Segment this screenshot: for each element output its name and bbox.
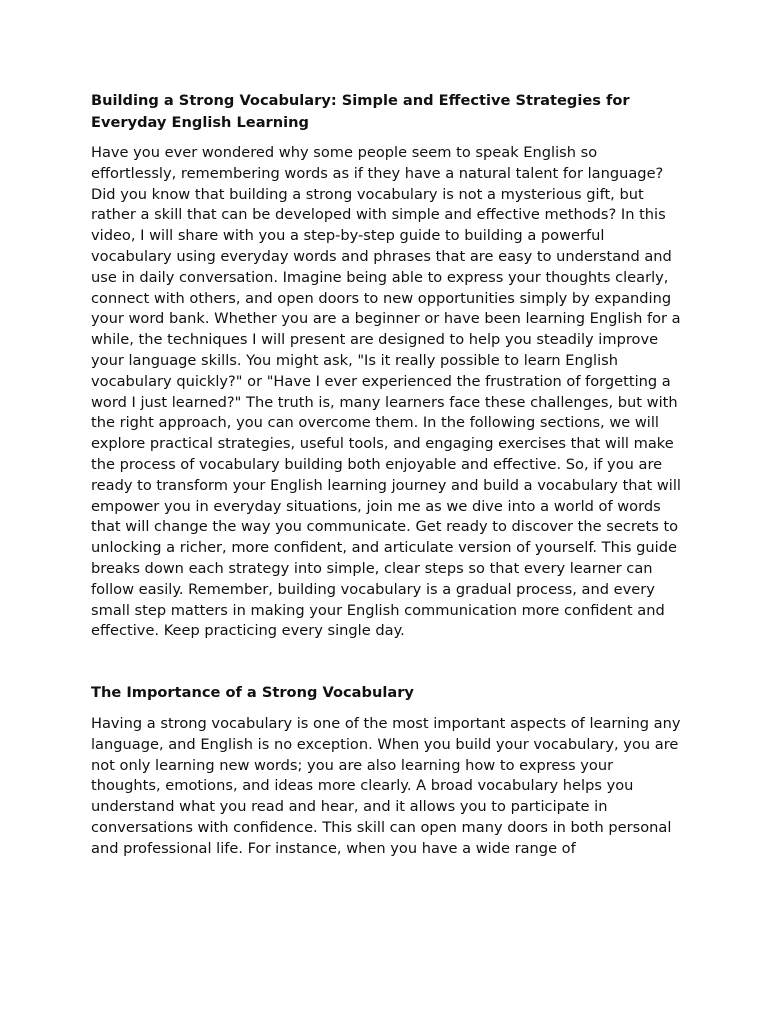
section-heading: The Importance of a Strong Vocabulary: [91, 684, 414, 702]
document-content: [91, 90, 683, 860]
section-paragraph: Having a strong vocabulary is one of the most important aspects of learning any language, and English is no exception. When you build your vocabulary, you are not only learning new words; you are also learning how to express your thoughts, emotions, and ideas more clearly. A broad vocabulary helps you understand what you read and hear, and it allows you to participate in conversations with confidence. This skill can open many doors in both personal and professional life. For instance, when you have a wide range of: [91, 714, 681, 857]
intro-paragraph: Have you ever wondered why some people seem to speak English so effortlessly, remembering words as if they have a natural talent for language? Did you know that building a strong vocabulary is not a mysterious gift, but rather a skill that can be developed with simple and effective methods? In this video, I will share with you a step-by-step guide to building a powerful vocabulary using everyday words and phrases that are easy to understand and use in daily conversation. Imagine being able to express your thoughts clearly, connect with others, and open doors to new opportunities simply by expanding your word bank. Whether you are a beginner or have been learning English for a while, the techniques I will present are designed to help you steadily improve your language skills. You might ask, "Is it really possible to learn English vocabulary quickly?" or "Have I ever experienced the frustration of forgetting a word I just learned?" The truth is, many learners face these challenges, but with the right approach, you can overcome them. In the following sections, we will explore practical strategies, useful tools, and engaging exercises that will make the process of vocabulary building both enjoyable and effective. So, if you are ready to transform your English learning journey and build a vocabulary that will empower you in everyday situations, join me as we dive into a world of words that will change the way you communicate. Get ready to discover the secrets to unlocking a richer, more confident, and articulate version of yourself. This guide breaks down each strategy into simple, clear steps so that every learner can follow easily. Remember, building vocabulary is a gradual process, and every small step matters in making your English communication more confident and effective. Keep practicing every single day.: [91, 144, 681, 640]
document-title: Building a Strong Vocabulary: Simple and Effective Strategies for Everyday English Learning: [91, 92, 630, 131]
